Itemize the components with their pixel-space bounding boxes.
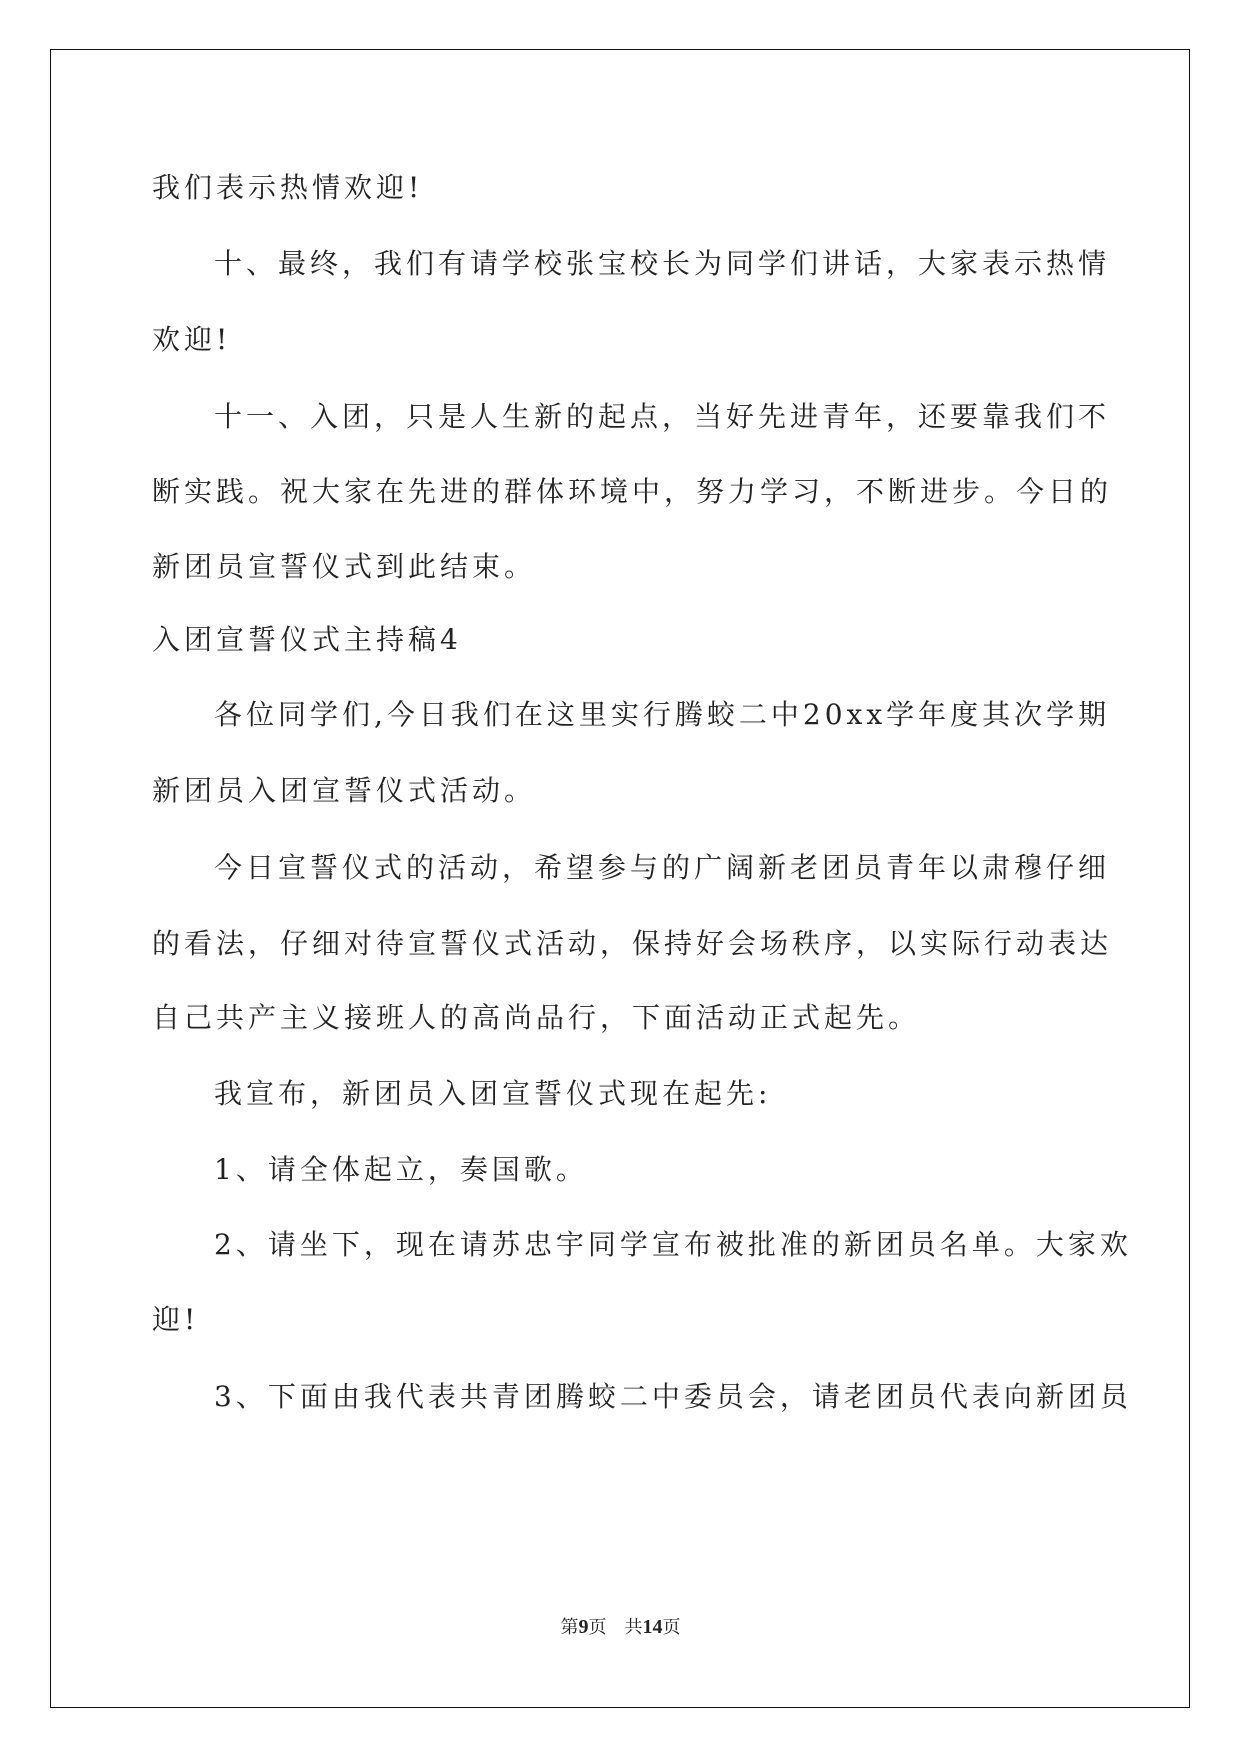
body-line: 十、最终，我们有请学校张宝校长为同学们讲话，大家表示热情 bbox=[214, 247, 1111, 280]
body-line: 欢迎! bbox=[152, 323, 232, 356]
body-line: 我们表示热情欢迎! bbox=[152, 171, 424, 204]
footer-prefix: 第 bbox=[560, 1617, 579, 1638]
body-line: 1、请全体起立，奏国歌。 bbox=[214, 1153, 588, 1186]
body-line: 迎! bbox=[152, 1303, 200, 1336]
body-line: 今日宣誓仪式的活动，希望参与的广阔新老团员青年以肃穆仔细 bbox=[214, 851, 1111, 884]
body-line: 新团员宣誓仪式到此结束。 bbox=[152, 550, 537, 583]
body-line: 各位同学们,今日我们在这里实行腾蛟二中20xx学年度其次学期 bbox=[214, 698, 1111, 731]
total-page-count: 14 bbox=[642, 1616, 663, 1638]
footer-mid: 页 共 bbox=[588, 1617, 643, 1638]
body-line: 十一、入团，只是人生新的起点，当好先进青年，还要靠我们不 bbox=[214, 400, 1111, 433]
body-line: 新团员入团宣誓仪式活动。 bbox=[152, 774, 537, 807]
footer-suffix: 页 bbox=[662, 1617, 681, 1638]
body-line: 3、下面由我代表共青团腾蛟二中委员会，请老团员代表向新团员 bbox=[214, 1380, 1132, 1413]
body-line: 断实践。祝大家在先进的群体环境中，努力学习，不断进步。今日的 bbox=[152, 475, 1113, 508]
body-line: 自己共产主义接班人的高尚品行，下面活动正式起先。 bbox=[152, 1001, 921, 1034]
body-line: 我宣布，新团员入团宣誓仪式现在起先: bbox=[214, 1077, 772, 1110]
section-heading: 入团宣誓仪式主持稿4 bbox=[152, 623, 462, 656]
current-page-number: 9 bbox=[578, 1616, 589, 1638]
body-line: 2、请坐下，现在请苏忠宇同学宣布被批准的新团员名单。大家欢 bbox=[214, 1228, 1132, 1261]
page-footer bbox=[0, 1613, 1241, 1639]
body-line: 的看法，仔细对待宣誓仪式活动，保持好会场秩序，以实际行动表达 bbox=[152, 927, 1113, 960]
